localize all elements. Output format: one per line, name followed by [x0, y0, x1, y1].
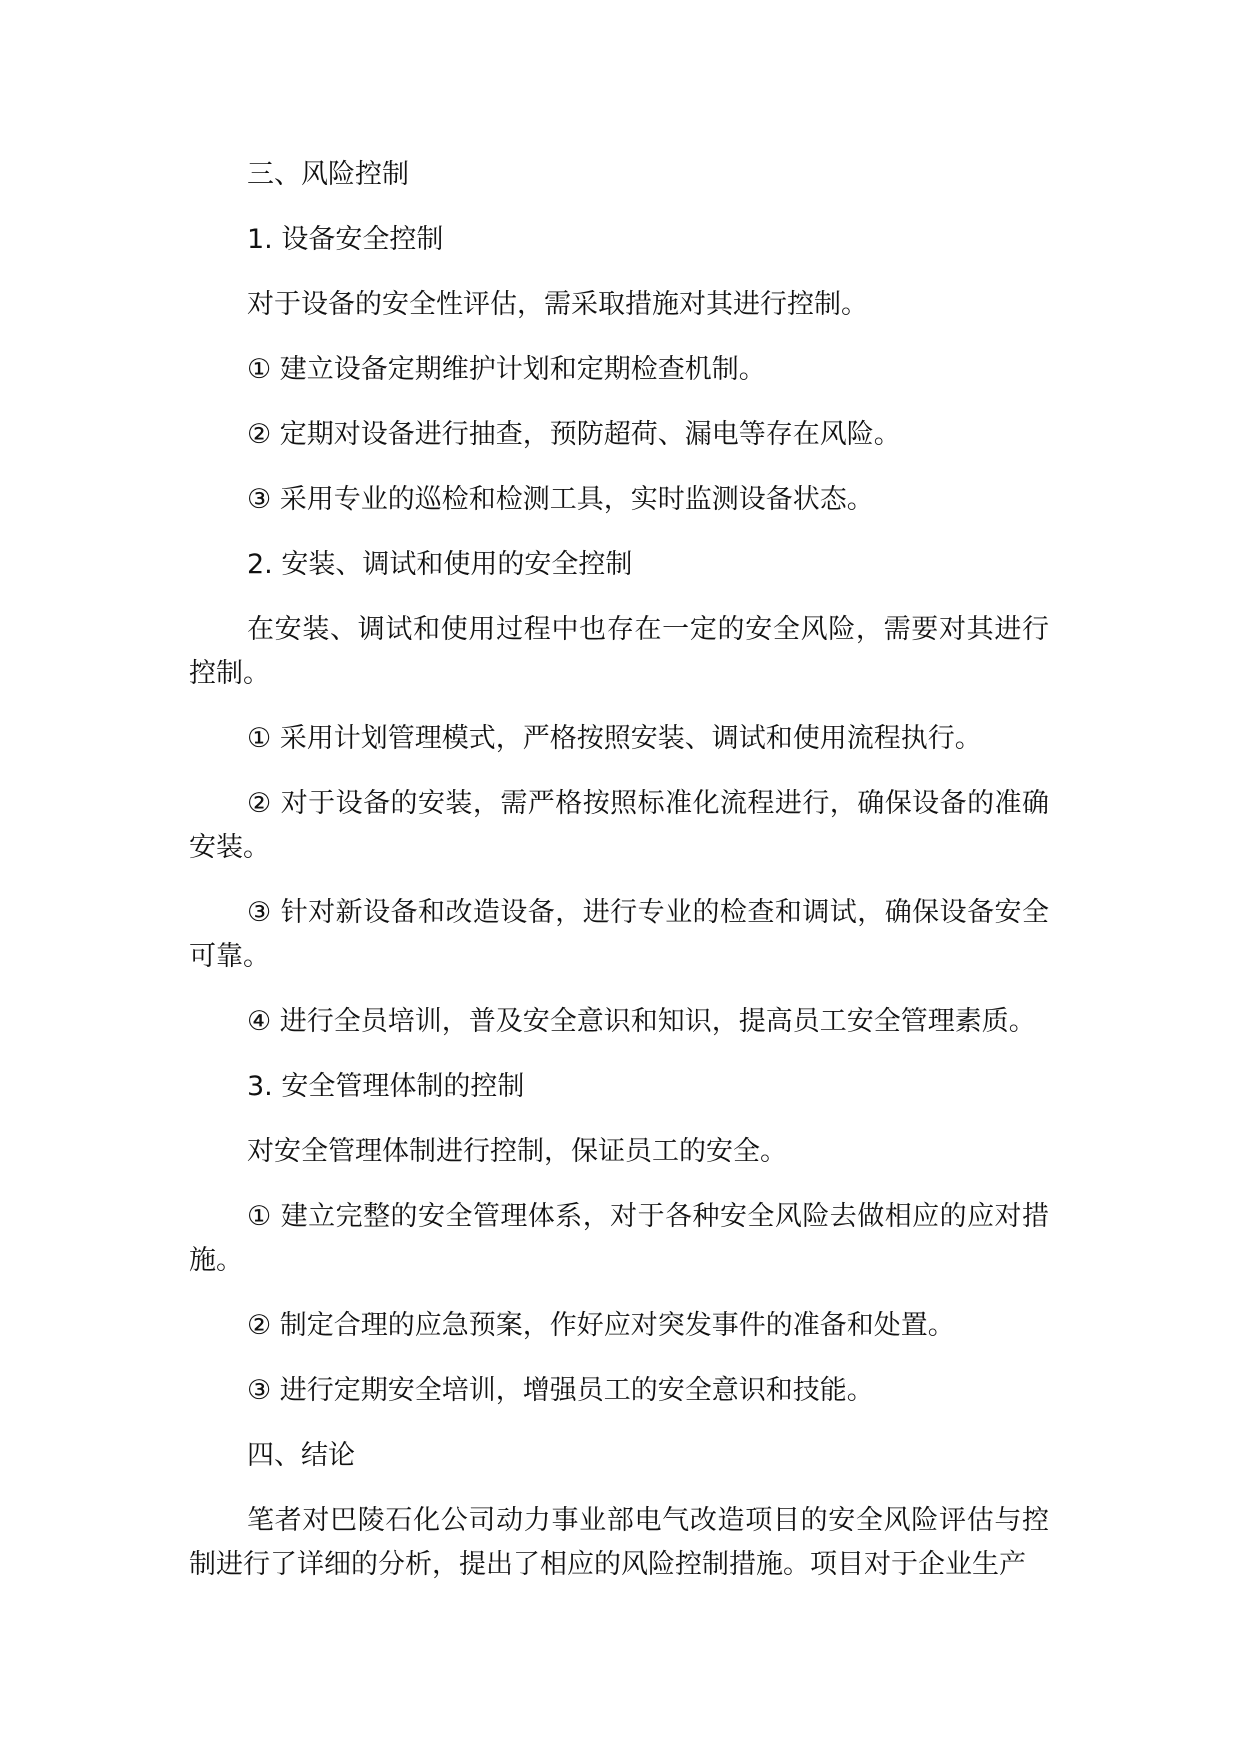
paragraph: 对于设备的安全性评估，需采取措施对其进行控制。 [247, 289, 868, 320]
paragraph: 对安全管理体制进行控制，保证员工的安全。 [247, 1136, 787, 1167]
subheading-management-system: 3. 安全管理体制的控制 [247, 1071, 525, 1102]
list-item: ③ 进行定期安全培训，增强员工的安全意识和技能。 [247, 1375, 874, 1406]
list-item: ① 建立完整的安全管理体系，对于各种安全风险去做相应的应对措施。 [189, 1201, 1049, 1276]
list-item: ② 定期对设备进行抽查，预防超荷、漏电等存在风险。 [247, 419, 901, 450]
list-item: ② 对于设备的安装，需严格按照标准化流程进行，确保设备的准确安装。 [189, 788, 1049, 863]
list-item: ① 采用计划管理模式，严格按照安装、调试和使用流程执行。 [247, 723, 982, 754]
paragraph: 在安装、调试和使用过程中也存在一定的安全风险，需要对其进行控制。 [189, 614, 1049, 689]
list-item: ① 建立设备定期维护计划和定期检查机制。 [247, 354, 766, 385]
section-heading-conclusion: 四、结论 [247, 1440, 355, 1471]
subheading-equipment-safety: 1. 设备安全控制 [247, 224, 444, 255]
list-item: ④ 进行全员培训，普及安全意识和知识，提高员工安全管理素质。 [247, 1006, 1036, 1037]
subheading-installation-safety: 2. 安装、调试和使用的安全控制 [247, 549, 633, 580]
list-item: ③ 针对新设备和改造设备，进行专业的检查和调试，确保设备安全可靠。 [189, 897, 1049, 972]
paragraph: 笔者对巴陵石化公司动力事业部电气改造项目的安全风险评估与控制进行了详细的分析，提出了相应的风险控制措施。项目对于企业生产 [189, 1505, 1049, 1580]
document-body [189, 153, 1049, 1608]
list-item: ② 制定合理的应急预案，作好应对突发事件的准备和处置。 [247, 1310, 955, 1341]
list-item: ③ 采用专业的巡检和检测工具，实时监测设备状态。 [247, 484, 874, 515]
section-heading-risk-control: 三、风险控制 [247, 159, 409, 190]
